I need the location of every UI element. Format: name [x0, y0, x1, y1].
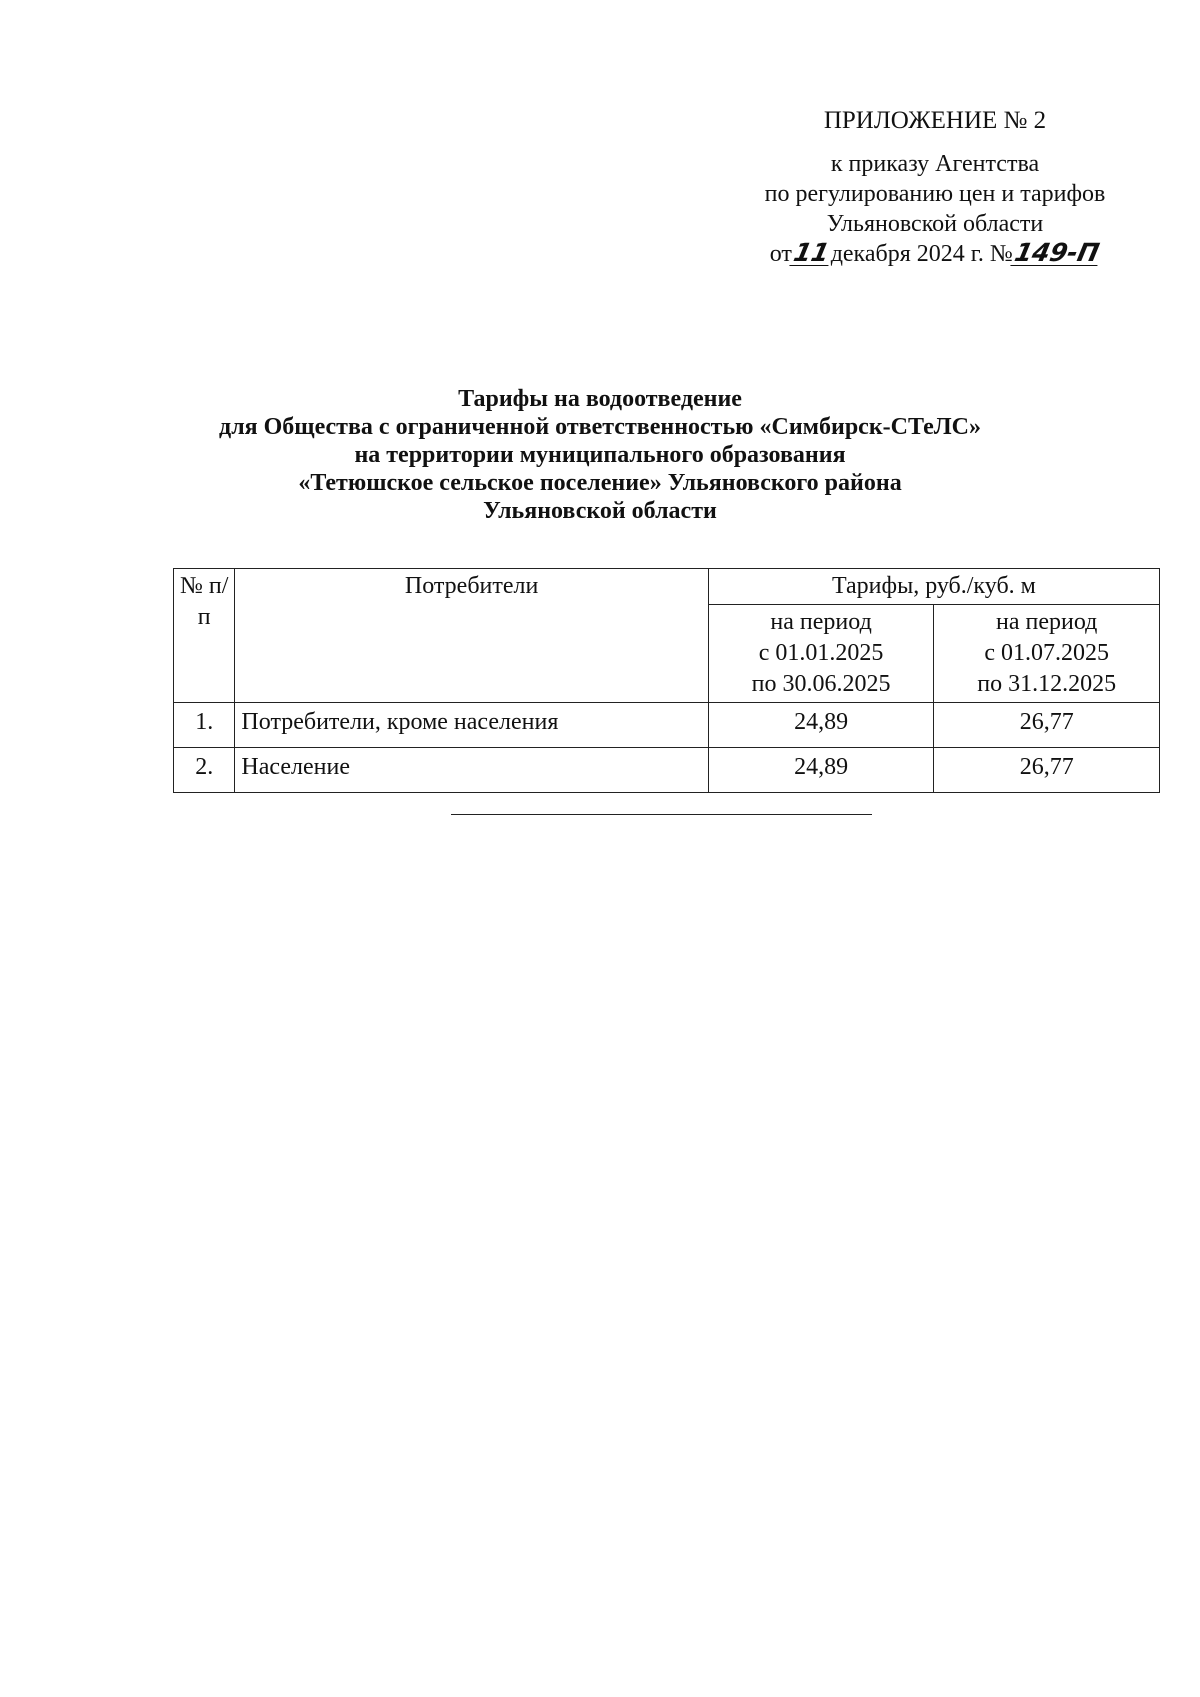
appendix-block: [700, 106, 1170, 269]
row-tariff-period-2: 26,77: [934, 748, 1160, 793]
date-middle: декабря 2024 г. №: [830, 241, 1013, 267]
handwritten-day: 11: [791, 238, 832, 267]
row-tariff-period-1: 24,89: [708, 703, 934, 748]
period-2-line-1: на период: [996, 609, 1098, 635]
row-number: 2.: [174, 748, 235, 793]
row-number: 1.: [174, 703, 235, 748]
row-tariff-period-1: 24,89: [708, 748, 934, 793]
appendix-line-3: Ульяновской области: [826, 211, 1044, 237]
period-1-line-3: по 30.06.2025: [751, 671, 891, 697]
row-consumer: Население: [235, 748, 708, 793]
tariffs-table: [173, 568, 1160, 793]
handwritten-order-number: 149-П: [1011, 238, 1102, 267]
title-line-3: на территории муниципального образования: [354, 442, 846, 468]
period-header-2: [934, 605, 1160, 703]
title-line-1: Тарифы на водоотведение: [458, 386, 742, 412]
header-consumers: Потребители: [235, 569, 708, 703]
table-row: [174, 703, 1160, 748]
period-2-line-3: по 31.12.2025: [977, 671, 1117, 697]
document-title: [100, 385, 1100, 525]
period-1-line-1: на период: [770, 609, 872, 635]
appendix-title: ПРИЛОЖЕНИЕ № 2: [823, 107, 1047, 134]
appendix-date-line: [700, 239, 1170, 269]
period-header-1: [708, 605, 934, 703]
table-row: [174, 748, 1160, 793]
header-tariffs: Тарифы, руб./куб. м: [708, 569, 1159, 605]
date-prefix: от: [769, 241, 792, 267]
header-number: № п/п: [174, 569, 235, 703]
row-consumer: Потребители, кроме населения: [235, 703, 708, 748]
header-row: [174, 569, 1160, 605]
period-1-line-2: с 01.01.2025: [758, 640, 884, 666]
row-tariff-period-2: 26,77: [934, 703, 1160, 748]
title-line-2: для Общества с ограниченной ответственностью «Симбирск-СТеЛС»: [219, 414, 981, 440]
period-2-line-2: с 01.07.2025: [984, 640, 1110, 666]
closing-rule: [451, 814, 872, 815]
appendix-line-1: к приказу Агентства: [830, 151, 1040, 177]
title-line-5: Ульяновской области: [483, 498, 717, 524]
title-line-4: «Тетюшское сельское поселение» Ульяновского района: [298, 470, 902, 496]
appendix-line-2: по регулированию цен и тарифов: [764, 181, 1106, 207]
